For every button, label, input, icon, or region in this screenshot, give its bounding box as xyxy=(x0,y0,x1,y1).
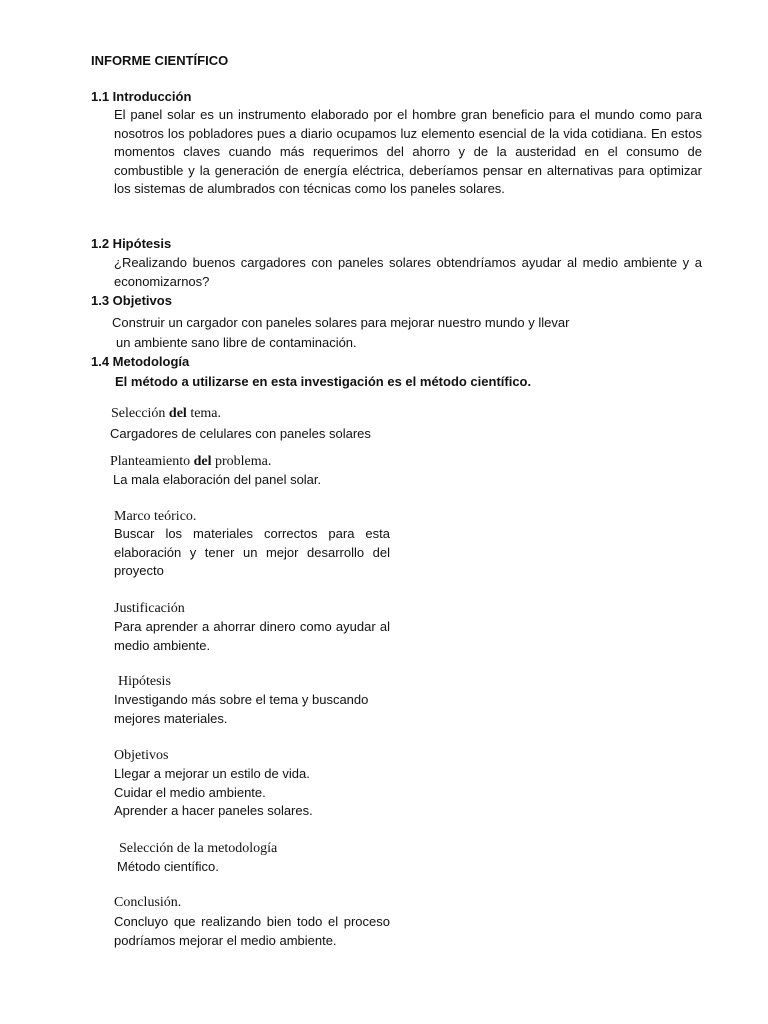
step-conclusion-label: Conclusión. xyxy=(114,895,182,910)
step-method-selection-text: Método científico. xyxy=(117,859,219,874)
intro-heading: 1.1 Introducción xyxy=(91,89,192,104)
step-problem-text: La mala elaboración del panel solar. xyxy=(113,472,322,487)
step-justification-text: Para aprender a ahorrar dinero como ayudar al medio ambiente. xyxy=(114,619,390,653)
hypothesis-heading: 1.2 Hipótesis xyxy=(91,236,172,251)
step-objectives-label: Objetivos xyxy=(114,748,169,763)
hypothesis-text: ¿Realizando buenos cargadores con paneles solares obtendríamos ayudar al medio ambiente y a economizarnos? xyxy=(114,255,702,289)
step-framework-label: Marco teórico. xyxy=(114,509,197,524)
objective-item: Aprender a hacer paneles solares. xyxy=(114,803,313,818)
objectives-heading: 1.3 Objetivos xyxy=(91,293,172,308)
methodology-heading: 1.4 Metodología xyxy=(91,354,190,369)
step-objectives-list xyxy=(114,765,313,821)
methodology-subtitle: El método a utilizarse en esta investigación es el método científico. xyxy=(115,374,532,389)
step-problem-label: Planteamiento del problema. xyxy=(110,454,272,469)
step-method-selection-label: Selección de la metodología xyxy=(119,841,278,856)
step-hypothesis-label: Hipótesis xyxy=(118,674,171,689)
step-topic-text: Cargadores de celulares con paneles solares xyxy=(110,426,371,441)
objective-item: Cuidar el medio ambiente. xyxy=(114,784,266,800)
document-title: INFORME CIENTÍFICO xyxy=(91,53,229,68)
step-justification-label: Justificación xyxy=(114,601,185,616)
objectives-line-1: Construir un cargador con paneles solares para mejorar nuestro mundo y llevar xyxy=(112,315,570,330)
objective-item: Llegar a mejorar un estilo de vida. xyxy=(114,766,310,781)
step-framework-text: Buscar los materiales correctos para esta elaboración y tener un mejor desarrollo del proyecto xyxy=(114,526,390,578)
step-conclusion-text: Concluyo que realizando bien todo el proceso podríamos mejorar el medio ambiente. xyxy=(114,914,390,948)
intro-text: El panel solar es un instrumento elaborado por el hombre gran beneficio para el mundo como para nosotros los pobladores pues a diario ocupamos luz elemento esencial de la vida cotidiana. En estos momentos claves cuando más requerimos del ahorro y de la austeridad en el consumo de combustible y la generación de energía eléctrica, deberíamos pensar en alternativas para optimizar los sistemas de alumbrados con técnicas como los paneles solares. xyxy=(114,107,702,196)
step-hypothesis-text: Investigando más sobre el tema y buscando mejores materiales. xyxy=(114,692,369,726)
objectives-line-2: un ambiente sano libre de contaminación. xyxy=(116,335,357,350)
step-topic-label: Selección del tema. xyxy=(111,406,222,421)
